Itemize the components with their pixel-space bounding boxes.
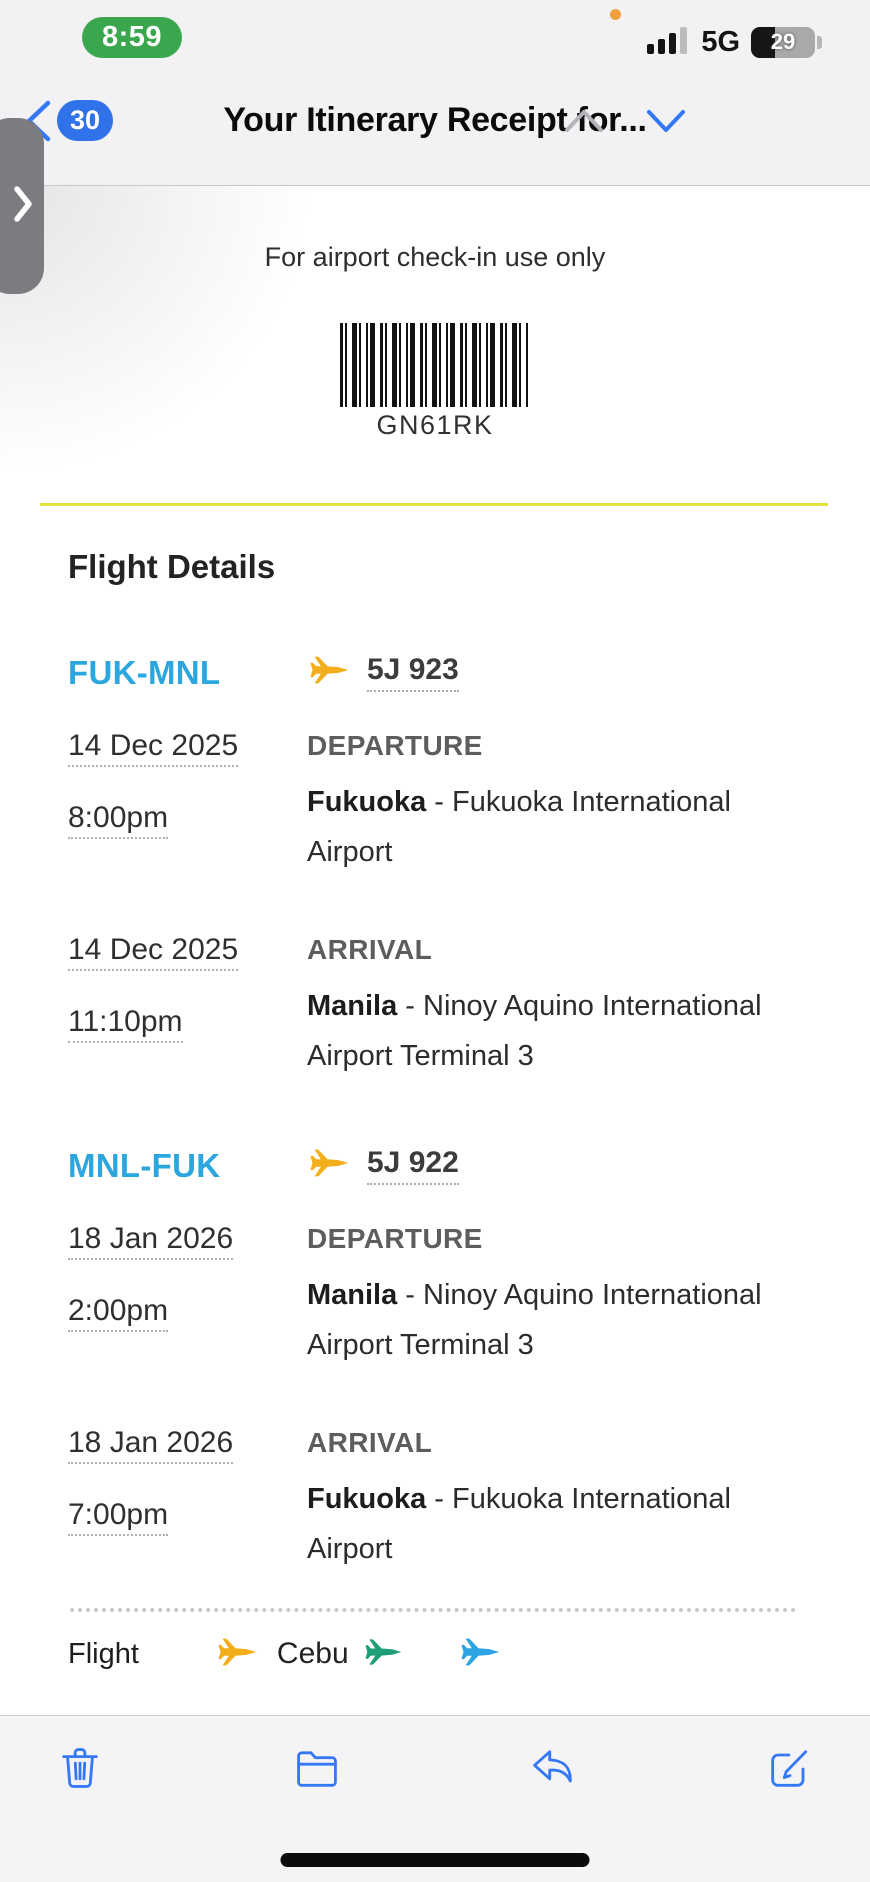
- airport-name: [307, 777, 787, 877]
- reply-button[interactable]: [527, 1742, 579, 1794]
- airplane-icon: [215, 1632, 261, 1677]
- footer-flight-label: Flight: [68, 1637, 139, 1670]
- boarding-barcode-block: [340, 323, 530, 441]
- booking-reference: GN61RK: [376, 410, 494, 440]
- chevron-up-icon: [560, 126, 608, 141]
- next-message-button[interactable]: [642, 102, 690, 142]
- departure-segment: [0, 1222, 870, 1370]
- airplane-icon: [362, 1633, 406, 1676]
- network-type-label: 5G: [701, 25, 740, 58]
- active-call-time-pill[interactable]: [82, 17, 182, 58]
- date-link[interactable]: 14 Dec 2025: [68, 729, 238, 767]
- route-code: MNL-FUK: [68, 1146, 221, 1184]
- status-right-cluster: [646, 24, 815, 60]
- barcode-image: [340, 323, 530, 407]
- slide-over-tab[interactable]: [0, 118, 44, 294]
- date-link[interactable]: 18 Jan 2026: [68, 1222, 233, 1260]
- email-subject-title: Your Itinerary Receipt for...: [223, 101, 647, 139]
- battery-percent-label: 29: [770, 29, 796, 54]
- airport-city: Manila: [307, 990, 398, 1022]
- reply-arrow-icon: [527, 1782, 579, 1797]
- segment-label: DEPARTURE: [307, 730, 483, 761]
- flight-details-heading: Flight Details: [68, 548, 276, 585]
- status-time: 8:59: [101, 21, 163, 53]
- flight-leg: [0, 650, 870, 1081]
- airplane-icon: [307, 650, 353, 695]
- battery-icon: [751, 27, 815, 58]
- route-code: FUK-MNL: [68, 653, 221, 691]
- segment-label: ARRIVAL: [307, 934, 433, 965]
- mail-toolbar: [0, 1715, 870, 1882]
- home-indicator[interactable]: [281, 1853, 590, 1867]
- airport-rest: - Fukuoka International Airport: [307, 786, 731, 868]
- airport-city: Fukuoka: [307, 786, 427, 818]
- cellular-signal-icon: [646, 24, 690, 60]
- airport-rest: - Ninoy Aquino International Airport Terminal 3: [307, 1279, 762, 1361]
- segment-label: ARRIVAL: [307, 1427, 433, 1458]
- flight-number-link[interactable]: 5J 922: [367, 1146, 459, 1185]
- flight-number-link[interactable]: 5J 923: [367, 653, 459, 692]
- airplane-icon: [458, 1632, 504, 1677]
- chevron-down-icon: [642, 126, 690, 141]
- status-bar: [0, 0, 870, 90]
- trash-icon: [54, 1782, 106, 1797]
- flight-leg: [0, 1143, 870, 1574]
- checkin-note: For airport check-in use only: [264, 242, 606, 272]
- mail-nav-bar: [0, 90, 870, 186]
- email-body: [0, 186, 870, 1715]
- airport-name: [307, 1474, 787, 1574]
- time-link[interactable]: 11:10pm: [68, 1005, 183, 1043]
- battery-nub: [817, 36, 822, 49]
- time-link[interactable]: 8:00pm: [68, 801, 168, 839]
- previous-message-button[interactable]: [560, 102, 608, 142]
- airport-rest: - Ninoy Aquino International Airport Terminal 3: [307, 990, 762, 1072]
- microphone-indicator-dot: [610, 9, 621, 20]
- move-to-folder-button[interactable]: [291, 1742, 343, 1794]
- airport-name: [307, 1270, 787, 1370]
- folder-icon: [291, 1782, 343, 1797]
- airplane-icon: [307, 1143, 353, 1188]
- airport-name: [307, 981, 787, 1081]
- date-link[interactable]: 18 Jan 2026: [68, 1426, 233, 1464]
- delete-button[interactable]: [54, 1742, 106, 1794]
- arrival-segment: [0, 1426, 870, 1574]
- time-link[interactable]: 7:00pm: [68, 1498, 168, 1536]
- departure-segment: [0, 729, 870, 877]
- yellow-divider: [40, 503, 828, 506]
- dotted-divider: [70, 1608, 796, 1612]
- airport-city: Fukuoka: [307, 1483, 427, 1515]
- airport-rest: - Fukuoka International Airport: [307, 1483, 731, 1565]
- time-link[interactable]: 2:00pm: [68, 1294, 168, 1332]
- date-link[interactable]: 14 Dec 2025: [68, 933, 238, 971]
- arrival-segment: [0, 933, 870, 1081]
- compose-button[interactable]: [764, 1742, 816, 1794]
- footer-brand-fragment: Cebu: [276, 1637, 349, 1670]
- airport-city: Manila: [307, 1279, 398, 1311]
- chevron-right-icon: [10, 181, 36, 232]
- email-footer-row: [68, 1628, 870, 1680]
- unread-count-badge[interactable]: 30: [57, 100, 113, 141]
- segment-label: DEPARTURE: [307, 1223, 483, 1254]
- compose-icon: [764, 1782, 816, 1797]
